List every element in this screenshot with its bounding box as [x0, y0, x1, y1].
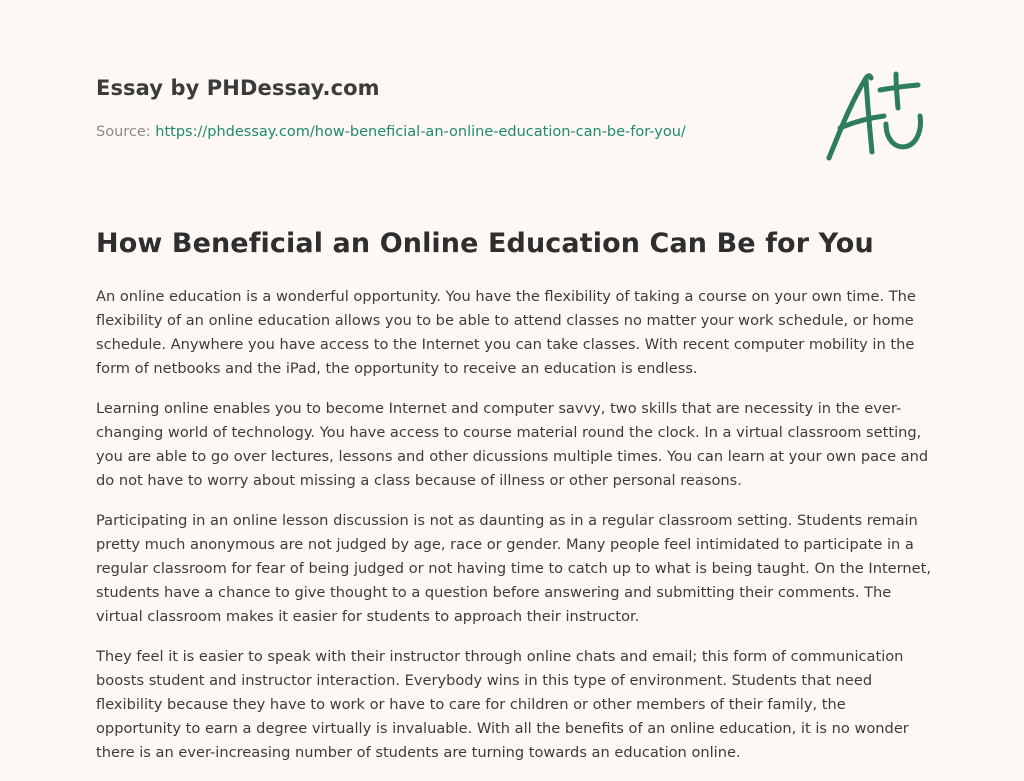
a-plus-grade-icon — [822, 66, 926, 166]
source-label: Source: — [96, 124, 151, 140]
essay-title: How Beneficial an Online Education Can Be for You — [96, 228, 874, 259]
source-line — [96, 124, 686, 140]
essay-paragraph: Learning online enables you to become Internet and computer savvy, two skills that are necessity in the ever-changing world of technology. You have access to course material round the clock. In a virtual classroom setting, you are able to go over lectures, lessons and other dicussions multiple times. You can learn at your own pace and do not have to worry about missing a class because of illness or other personal reasons. — [96, 400, 929, 489]
essay-body — [96, 285, 932, 781]
essay-paragraph: An online education is a wonderful opportunity. You have the flexibility of taking a course on your own time. The flexibility of an online education allows you to be able to attend classes no matter your work schedule, or home schedule. Anywhere you have access to the Internet you can take classes. With recent computer mobility in the form of netbooks and the iPad, the opportunity to receive an education is endless. — [96, 288, 916, 377]
essay-paragraph: Participating in an online lesson discussion is not as daunting as in a regular classroom setting. Students remain pretty much anonymous are not judged by age, race or gender. Many people feel intimidated to participate in a regular classroom for fear of being judged or not having time to catch up to what is being taught. On the Internet, students have a chance to give thought to a question before answering and submitting their comments. The virtual classroom makes it easier for students to approach their instructor. — [96, 512, 931, 625]
site-brand: Essay by PHDessay.com — [96, 76, 380, 100]
essay-paragraph: They feel it is easier to speak with their instructor through online chats and email; this form of communication boosts student and instructor interaction. Everybody wins in this type of environment. Students that need flexibility because they have to work or have to care for children or other members of their family, the opportunity to earn a degree virtually is invaluable. With all the benefits of an online education, it is no wonder there is an ever-increasing number of students are turning towards an education online. — [96, 648, 909, 761]
source-link[interactable]: https://phdessay.com/how-beneficial-an-online-education-can-be-for-you/ — [155, 124, 686, 140]
